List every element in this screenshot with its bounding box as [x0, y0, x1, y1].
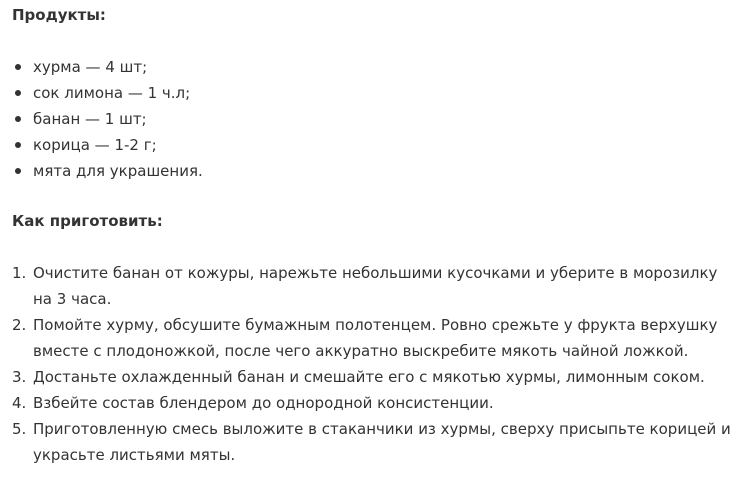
list-item: [12, 158, 203, 184]
step-text: Приготовленную смесь выложите в стаканчики из хурмы, сверху присыпьте корицей и украсьте листьями мяты.: [33, 420, 731, 464]
step-number: 1.: [12, 264, 27, 282]
step-item: [12, 416, 732, 468]
step-number: 4.: [12, 394, 27, 412]
ingredient-text: хурма — 4 шт;: [33, 58, 148, 76]
step-text: Помойте хурму, обсушите бумажным полотенцем. Ровно срежьте у фрукта верхушку вместе с плодоножкой, после чего аккуратно выскребите мякоть чайной ложкой.: [33, 316, 718, 360]
bullet-icon: [15, 142, 21, 148]
list-item: [12, 54, 203, 80]
bullet-icon: [15, 90, 21, 96]
products-heading: Продукты:: [12, 6, 106, 24]
list-item: [12, 132, 203, 158]
ingredient-text: сок лимона — 1 ч.л;: [33, 84, 191, 102]
list-item: [12, 80, 203, 106]
step-item: [12, 312, 732, 364]
step-number: 3.: [12, 368, 27, 386]
steps-list: [12, 260, 732, 468]
howto-heading: Как приготовить:: [12, 212, 163, 230]
ingredient-text: мята для украшения.: [33, 162, 203, 180]
step-item: [12, 390, 732, 416]
bullet-icon: [15, 116, 21, 122]
step-text: Взбейте состав блендером до однородной консистенции.: [33, 394, 494, 412]
ingredient-text: корица — 1-2 г;: [33, 136, 157, 154]
step-text: Достаньте охлажденный банан и смешайте его с мякотью хурмы, лимонным соком.: [33, 368, 705, 386]
step-number: 2.: [12, 316, 27, 334]
step-number: 5.: [12, 420, 27, 438]
ingredients-list: [12, 54, 203, 184]
step-text: Очистите банан от кожуры, нарежьте небольшими кусочками и уберите в морозилку на 3 часа.: [33, 264, 718, 308]
ingredient-text: банан — 1 шт;: [33, 110, 147, 128]
bullet-icon: [15, 168, 21, 174]
list-item: [12, 106, 203, 132]
bullet-icon: [15, 64, 21, 70]
step-item: [12, 364, 732, 390]
step-item: [12, 260, 732, 312]
